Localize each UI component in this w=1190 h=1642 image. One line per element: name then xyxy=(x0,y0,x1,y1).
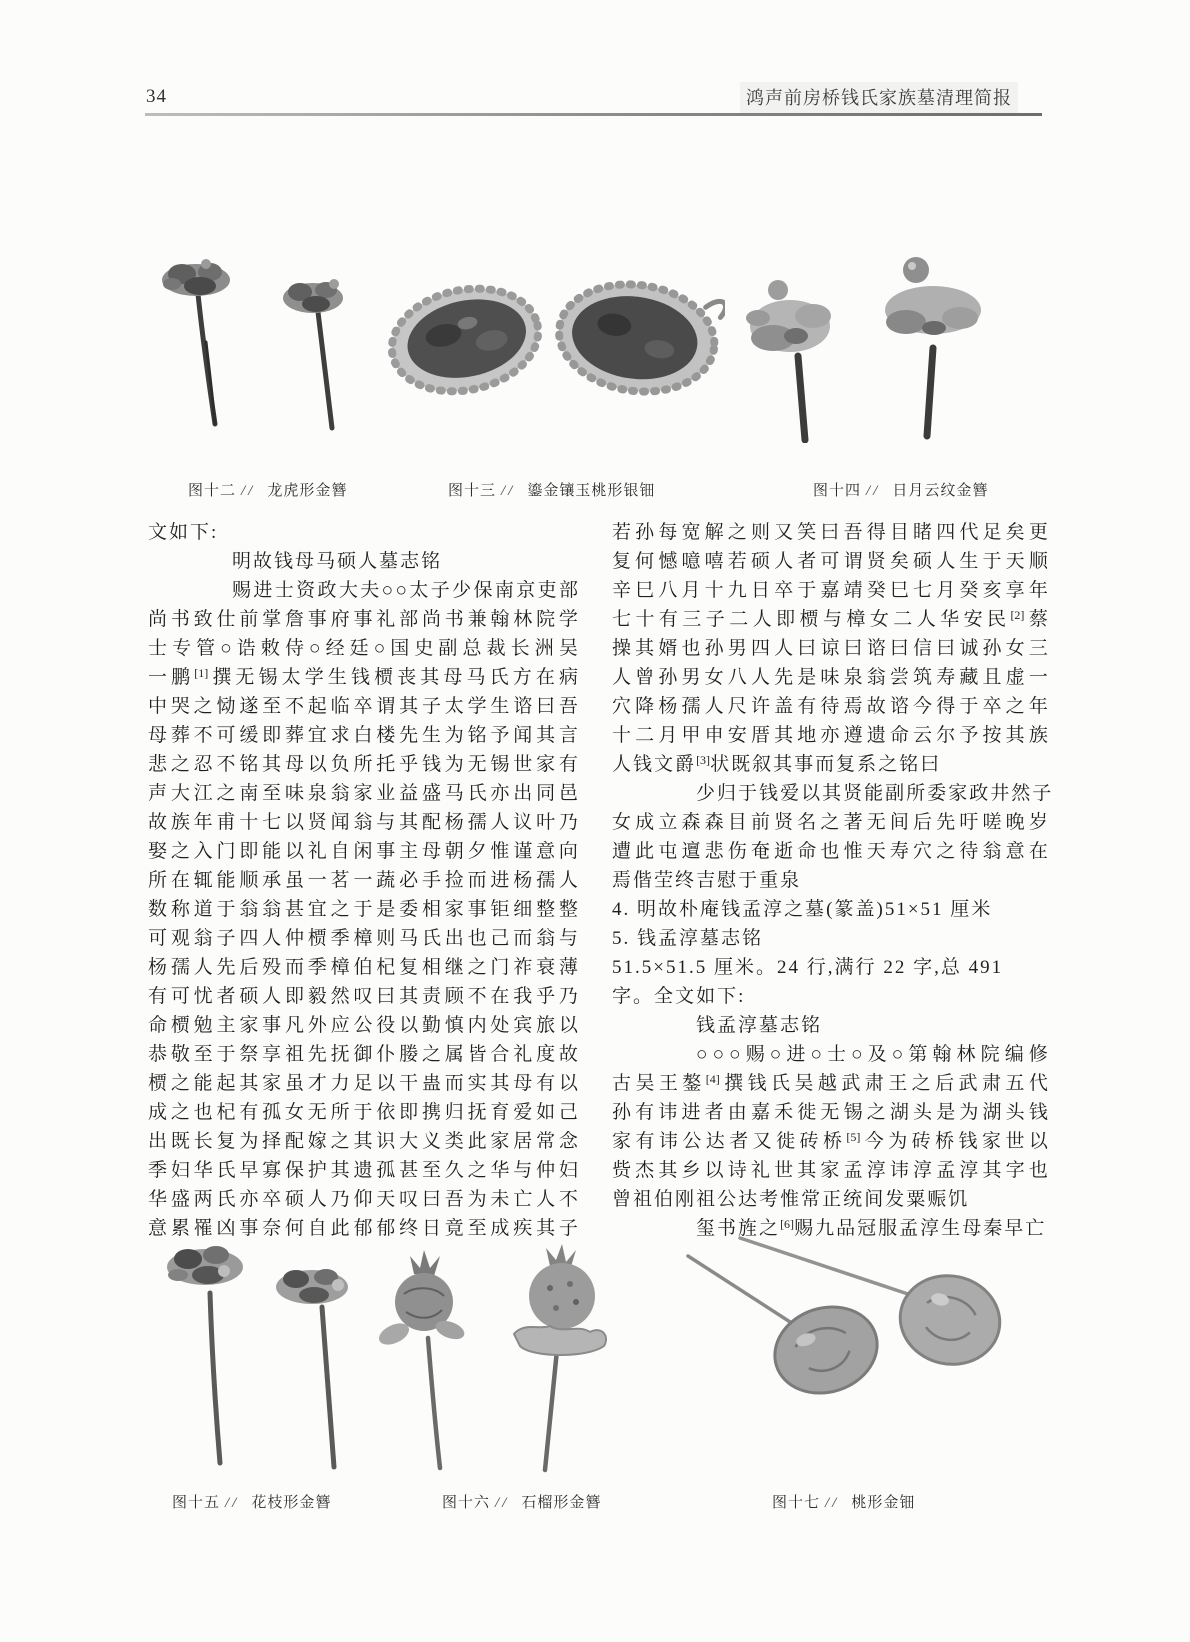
text-line: 中 哭 之 恸 遂 至 不 起 临 卒 谓 其 子 太 学 生 谘 曰 吾 xyxy=(148,696,578,717)
hairpin-left xyxy=(162,259,230,424)
text-line: 命 槚 勉 主 家 事 凡 外 应 公 役 以 勤 慎 内 处 宾 旅 以 xyxy=(148,1015,578,1036)
text-line: 赀 杰 其 乡 以 诗 礼 世 其 家 孟 淳 讳 淳 孟 淳 其 字 也 xyxy=(612,1160,1048,1181)
peach-ornament-right xyxy=(552,276,725,402)
caption-separator: // xyxy=(501,483,516,499)
text-line: 杨 孺 人 先 后 殁 而 季 樟 伯 杞 复 相 继 之 门 祚 衰 薄 xyxy=(148,957,578,978)
text-line: 可 观 翁 子 四 人 仲 槚 季 樟 则 马 氏 出 也 己 而 翁 与 xyxy=(148,928,578,949)
text-line: 尚 书 致 仕 前 掌 詹 事 府 事 礼 部 尚 书 兼 翰 林 院 学 xyxy=(148,609,578,630)
hairpin-right xyxy=(514,1244,606,1470)
text-line: 孙 有 讳 进 者 由 嘉 禾 徙 无 锡 之 湖 头 是 为 湖 头 钱 xyxy=(612,1102,1048,1123)
text-line: 文如下: xyxy=(148,522,219,543)
text-line: 华 盛 两 氏 亦 卒 硕 人 乃 仰 天 叹 曰 吾 为 未 亡 人 不 xyxy=(148,1189,578,1210)
text-line: 明故钱母马硕人墓志铭 xyxy=(232,551,443,572)
figure-label: 桃形金钿 xyxy=(851,1495,916,1511)
text-line: 辛 巳 八 月 十 九 日 卒 于 嘉 靖 癸 巳 七 月 癸 亥 享 年 xyxy=(612,580,1048,601)
hairpin-right xyxy=(885,257,981,436)
figure-label: 鎏金镶玉桃形银钿 xyxy=(527,483,656,499)
text-line: 若 孙 每 宽 解 之 则 又 笑 曰 吾 得 目 睹 四 代 足 矣 更 xyxy=(612,522,1048,543)
hairpin-left xyxy=(746,280,831,440)
text-line: 复 何 憾 噫 嘻 若 硕 人 者 可 谓 贤 矣 硕 人 生 于 天 顺 xyxy=(612,551,1048,572)
caption-separator: // xyxy=(495,1495,510,1511)
epitaph-text-left-column xyxy=(148,518,578,1243)
figure-number: 图十五 xyxy=(172,1495,221,1511)
peach-ornament-right xyxy=(892,1267,1008,1374)
text-line: 字。全文如下: xyxy=(612,986,746,1007)
figure-14-photo-sun-moon-cloud-gold-hairpins xyxy=(728,248,1008,443)
figure-label: 花枝形金簪 xyxy=(251,1495,332,1511)
text-line: 恭 敬 至 于 祭 享 祖 先 抚 御 仆 媵 之 属 皆 合 礼 度 故 xyxy=(148,1044,578,1065)
text-line: 赐 进 士 资 政 大 夫 ○ ○ 太 子 少 保 南 京 吏 部 xyxy=(232,580,578,601)
text-line: 出 既 长 复 为 择 配 嫁 之 其 识 大 义 类 此 家 居 常 念 xyxy=(148,1131,578,1152)
text-line: 4. 明故朴庵钱孟淳之墓(篆盖)51×51 厘米 xyxy=(612,899,993,920)
figure-17-caption xyxy=(772,1491,915,1512)
text-line: 声 大 江 之 南 至 味 泉 翁 家 业 益 盛 马 氏 亦 出 同 邑 xyxy=(148,783,578,804)
text-line: 曾祖伯刚祖公达考惟常正统间发粟赈饥 xyxy=(612,1189,970,1210)
text-line: 七 十 有 三 子 二 人 即 槚 与 樟 女 二 人 华 安 民 [2] 蔡 xyxy=(612,608,1048,630)
caption-separator: // xyxy=(225,1495,240,1511)
page-number: 34 xyxy=(146,86,167,107)
text-line: 一 鹏 [1] 撰 无 锡 太 学 生 钱 槚 丧 其 母 马 氏 方 在 病 xyxy=(148,666,578,688)
hairpin-left xyxy=(376,1250,467,1468)
text-line: 母 葬 不 可 缓 即 葬 宜 求 白 楼 先 生 为 铭 予 闻 其 言 xyxy=(148,725,578,746)
text-line: 51.5×51.5 厘米。24 行,满行 22 字,总 491 xyxy=(612,957,1004,978)
figure-label: 龙虎形金簪 xyxy=(267,483,348,499)
text-line: 人钱文爵[3]状既叙其事而复系之铭曰 xyxy=(612,753,942,775)
text-line: 女 成 立 森 森 目 前 贤 名 之 著 无 间 后 先 吁 嗟 晚 岁 xyxy=(612,812,1048,833)
text-line: 玺书旌之[6]赐九品冠服孟淳生母秦早亡 xyxy=(696,1217,1047,1239)
figure-number: 图十四 xyxy=(813,483,862,499)
text-line: 有 可 忧 者 硕 人 即 毅 然 叹 曰 其 责 顾 不 在 我 乎 乃 xyxy=(148,986,578,1007)
text-line: 焉偕茔终吉慰于重泉 xyxy=(612,870,802,891)
figure-number: 图十七 xyxy=(772,1495,821,1511)
text-line: 十 二 月 甲 申 安 厝 其 地 亦 遵 遗 命 云 尔 予 按 其 族 xyxy=(612,725,1048,746)
text-line: 娶 之 入 门 即 能 以 礼 自 闲 事 主 母 朝 夕 惟 谨 意 向 xyxy=(148,841,578,862)
text-line: ○ ○ ○ 赐 ○ 进 ○ 士 ○ 及 ○ 第 翰 林 院 编 修 xyxy=(696,1044,1048,1065)
hairpin-left xyxy=(167,1246,243,1463)
caption-separator: // xyxy=(241,483,256,499)
header-rule xyxy=(145,113,1042,116)
figure-16-caption xyxy=(442,1491,601,1512)
figure-16-photo-pomegranate-gold-hairpins xyxy=(352,1238,652,1473)
caption-separator: // xyxy=(866,483,881,499)
text-line: 槚 之 能 起 其 家 虽 才 力 足 以 干 蛊 而 实 其 母 有 以 xyxy=(148,1073,578,1094)
text-line: 所 在 辄 能 顺 承 虽 一 茗 一 蔬 必 手 捡 而 进 杨 孺 人 xyxy=(148,870,578,891)
figure-17-photo-peach-shaped-gold-ornaments xyxy=(678,1228,1018,1423)
figure-label: 石榴形金簪 xyxy=(521,1495,602,1511)
figure-12-caption xyxy=(188,479,347,500)
text-line: 悲 之 忍 不 铭 其 母 以 负 所 托 乎 钱 为 无 锡 世 家 有 xyxy=(148,754,578,775)
caption-separator: // xyxy=(825,1495,840,1511)
running-header-title: 鸿声前房桥钱氏家族墓清理简报 xyxy=(740,82,1018,115)
figure-number: 图十二 xyxy=(188,483,237,499)
text-line: 士 专 管 ○ 诰 敕 侍 ○ 经 廷 ○ 国 史 副 总 裁 长 洲 吴 xyxy=(148,638,578,659)
text-line: 意 累 罹 凶 事 奈 何 自 此 郁 郁 终 日 竟 至 成 疾 其 子 xyxy=(148,1218,578,1239)
figure-13-photo-gilt-jade-peach-silver-ornaments xyxy=(385,276,725,404)
text-line: 故 族 年 甫 十 七 以 贤 闻 翁 与 其 配 杨 孺 人 议 叶 乃 xyxy=(148,812,578,833)
figure-number: 图十三 xyxy=(448,483,497,499)
figure-14-caption xyxy=(813,479,988,500)
text-line: 穴 降 杨 孺 人 尺 许 盖 有 待 焉 故 谘 今 得 于 卒 之 年 xyxy=(612,696,1048,717)
figure-label: 日月云纹金簪 xyxy=(892,483,989,499)
figure-13-caption xyxy=(448,479,655,500)
text-line: 家 有 讳 公 达 者 又 徙 砖 桥 [5] 今 为 砖 桥 钱 家 世 以 xyxy=(612,1130,1048,1152)
text-line: 数 称 道 于 翁 翁 甚 宜 之 于 是 委 相 家 事 钜 细 整 整 xyxy=(148,899,578,920)
figure-15-photo-flower-branch-gold-hairpins xyxy=(150,1235,370,1470)
text-line: 遭 此 屯 邅 悲 伤 奄 逝 命 也 惟 天 寿 穴 之 待 翁 意 在 xyxy=(612,841,1048,862)
figure-15-caption xyxy=(172,1491,331,1512)
hairpin-right xyxy=(276,1269,348,1467)
figure-12-photo-dragon-tiger-gold-hairpins xyxy=(148,252,368,432)
text-line: 操 其 婿 也 孙 男 四 人 曰 谅 曰 谘 曰 信 曰 诚 孙 女 三 xyxy=(612,638,1048,659)
peach-ornament-left xyxy=(385,276,548,404)
text-line: 古 吴 王 鏊 [4] 撰 钱 氏 吴 越 武 肃 王 之 后 武 肃 五 代 xyxy=(612,1072,1048,1094)
text-line: 5. 钱孟淳墓志铭 xyxy=(612,928,764,949)
text-line: 季 妇 华 氏 早 寡 保 护 其 遗 孤 甚 至 久 之 华 与 仲 妇 xyxy=(148,1160,578,1181)
text-line: 少归于钱爱以其贤能副所委家政井然子 xyxy=(696,783,1054,804)
text-line: 钱孟淳墓志铭 xyxy=(696,1015,823,1036)
text-line: 人 曾 孙 男 女 八 人 先 是 味 泉 翁 尝 筑 寿 藏 且 虚 一 xyxy=(612,667,1048,688)
text-line: 成 之 也 杞 有 孤 女 无 所 于 依 即 携 归 抚 育 爱 如 己 xyxy=(148,1102,578,1123)
epitaph-text-right-column xyxy=(612,518,1054,1243)
figure-number: 图十六 xyxy=(442,1495,491,1511)
peach-ornament-left xyxy=(764,1294,889,1406)
hairpin-right xyxy=(283,279,343,428)
